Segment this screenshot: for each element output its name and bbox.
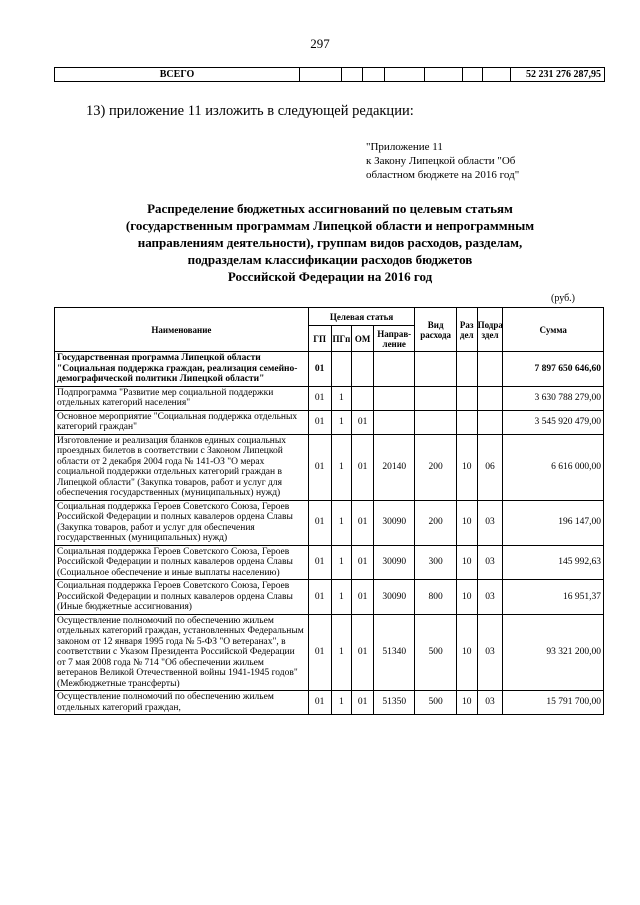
row-subsection: 03 <box>477 614 503 691</box>
row-direction: 30090 <box>374 545 415 580</box>
row-gp: 01 <box>308 410 331 434</box>
row-pgp: 1 <box>331 410 352 434</box>
row-name: Социальная поддержка Героев Советского Союза, Героев Российской Федерации и полных кавалеров ордена Славы (Закупка товаров, работ и услуг для обеспечения государственных (муниципальных) нужд) <box>55 500 309 545</box>
table-row <box>55 386 604 410</box>
row-expense-type <box>415 410 456 434</box>
row-subsection: 03 <box>477 500 503 545</box>
row-subsection <box>477 352 503 387</box>
row-pgp: 1 <box>331 614 352 691</box>
row-direction: 51350 <box>374 691 415 715</box>
page-number: 297 <box>310 36 330 51</box>
row-om: 01 <box>352 500 374 545</box>
row-section: 10 <box>456 434 477 500</box>
row-om: 01 <box>352 434 374 500</box>
table-row <box>55 691 604 715</box>
row-sum: 3 630 788 279,00 <box>503 386 604 410</box>
row-name: Изготовление и реализация бланков единых социальных проездных билетов в соответствии с Законом Липецкой области от 2 декабря 2004 года № 141-ОЗ "О мерах социальной поддержки отдельных категорий граждан в Липецкой области" (Закупка товаров, работ и услуг для обеспечения государственных (муниципальных) нужд) <box>55 434 309 500</box>
row-expense-type: 300 <box>415 545 456 580</box>
row-subsection: 03 <box>477 580 503 615</box>
row-sum: 145 992,63 <box>503 545 604 580</box>
title-line: (государственным программам Липецкой области и непрограммным <box>125 218 535 233</box>
row-subsection: 03 <box>477 691 503 715</box>
header-name: Наименование <box>55 308 309 352</box>
row-section: 10 <box>456 500 477 545</box>
row-gp: 01 <box>308 500 331 545</box>
row-gp: 01 <box>308 434 331 500</box>
row-pgp: 1 <box>331 386 352 410</box>
row-om: 01 <box>352 545 374 580</box>
row-om <box>352 386 374 410</box>
row-gp: 01 <box>308 386 331 410</box>
header-subsection: Подра здел <box>477 308 503 352</box>
total-row-table <box>54 67 605 82</box>
row-expense-type: 800 <box>415 580 456 615</box>
table-row <box>55 614 604 691</box>
row-expense-type: 500 <box>415 614 456 691</box>
currency-unit: (руб.) <box>551 293 575 304</box>
row-om: 01 <box>352 691 374 715</box>
row-gp: 01 <box>308 545 331 580</box>
table-row <box>55 352 604 387</box>
header-direction: Направ-ление <box>374 326 415 352</box>
row-om: 01 <box>352 614 374 691</box>
row-name: Осуществление полномочий по обеспечению жильем отдельных категорий граждан, <box>55 691 309 715</box>
row-om: 01 <box>352 580 374 615</box>
row-om: 01 <box>352 410 374 434</box>
row-section: 10 <box>456 580 477 615</box>
appendix-line: к Закону Липецкой области "Об <box>366 155 516 167</box>
row-name: Социальная поддержка Героев Советского Союза, Героев Российской Федерации и полных кавалеров ордена Славы (Социальное обеспечение и иные выплаты населению) <box>55 545 309 580</box>
row-expense-type <box>415 352 456 387</box>
row-section: 10 <box>456 691 477 715</box>
appendix-line: областном бюджете на 2016 год" <box>366 169 520 181</box>
row-section: 10 <box>456 545 477 580</box>
row-gp: 01 <box>308 614 331 691</box>
header-pgp: ПГп <box>331 326 352 352</box>
header-target-article: Целевая статья <box>308 308 415 326</box>
row-name: Подпрограмма "Развитие мер социальной поддержки отдельных категорий населения" <box>55 386 309 410</box>
row-pgp: 1 <box>331 500 352 545</box>
row-subsection: 03 <box>477 545 503 580</box>
table-row <box>55 500 604 545</box>
title-line: Российской Федерации на 2016 год <box>227 269 433 284</box>
table-row <box>55 580 604 615</box>
row-section <box>456 352 477 387</box>
row-section: 10 <box>456 614 477 691</box>
table-row <box>55 545 604 580</box>
row-direction: 30090 <box>374 580 415 615</box>
header-sum: Сумма <box>503 308 604 352</box>
row-name: Социальная поддержка Героев Советского Союза, Героев Российской Федерации и полных кавалеров ордена Славы (Иные бюджетные ассигнования) <box>55 580 309 615</box>
document-title <box>80 200 580 285</box>
row-sum: 7 897 650 646,60 <box>503 352 604 387</box>
title-line: подразделам классификации расходов бюджетов <box>187 252 473 267</box>
row-pgp: 1 <box>331 545 352 580</box>
row-direction <box>374 352 415 387</box>
row-gp: 01 <box>308 691 331 715</box>
row-expense-type: 200 <box>415 434 456 500</box>
row-sum: 93 321 200,00 <box>503 614 604 691</box>
row-section <box>456 386 477 410</box>
row-section <box>456 410 477 434</box>
row-sum: 3 545 920 479,00 <box>503 410 604 434</box>
intro-text: 13) приложение 11 изложить в следующей редакции: <box>86 103 414 119</box>
row-sum: 15 791 700,00 <box>503 691 604 715</box>
header-om: ОМ <box>352 326 374 352</box>
appendix-line: "Приложение 11 <box>366 141 443 153</box>
row-subsection <box>477 410 503 434</box>
row-expense-type <box>415 386 456 410</box>
row-subsection <box>477 386 503 410</box>
row-gp: 01 <box>308 352 331 387</box>
header-section: Раз дел <box>456 308 477 352</box>
table-row <box>55 434 604 500</box>
row-name: Осуществление полномочий по обеспечению жильем отдельных категорий граждан, установленных Федеральным законом от 12 января 1995 года № 5-ФЗ "О ветеранах", в соответствии с Указом Президента Российской Федерации от 7 мая 2008 года № 714 "Об обеспечении жильем ветеранов Великой Отечественной войны 1941-1945 годов" (Межбюджетные трансферты) <box>55 614 309 691</box>
row-sum: 196 147,00 <box>503 500 604 545</box>
row-direction <box>374 410 415 434</box>
total-label: ВСЕГО <box>55 68 300 82</box>
row-name: Основное мероприятие "Социальная поддержка отдельных категорий граждан" <box>55 410 309 434</box>
row-expense-type: 500 <box>415 691 456 715</box>
row-direction: 20140 <box>374 434 415 500</box>
row-sum: 16 951,37 <box>503 580 604 615</box>
header-gp: ГП <box>308 326 331 352</box>
row-gp: 01 <box>308 580 331 615</box>
row-subsection: 06 <box>477 434 503 500</box>
row-direction: 51340 <box>374 614 415 691</box>
row-direction <box>374 386 415 410</box>
row-pgp <box>331 352 352 387</box>
row-direction: 30090 <box>374 500 415 545</box>
table-row <box>55 410 604 434</box>
row-pgp: 1 <box>331 434 352 500</box>
row-om <box>352 352 374 387</box>
appendix-reference <box>366 140 519 182</box>
row-pgp: 1 <box>331 691 352 715</box>
row-pgp: 1 <box>331 580 352 615</box>
row-name: Государственная программа Липецкой области "Социальная поддержка граждан, реализация семейно-демографической политики Липецкой области" <box>55 352 309 387</box>
budget-table <box>54 307 604 715</box>
title-line: направлениям деятельности), группам видов расходов, разделам, <box>137 235 523 250</box>
header-expense-type: Вид расхода <box>415 308 456 352</box>
total-sum: 52 231 276 287,95 <box>511 68 605 82</box>
row-expense-type: 200 <box>415 500 456 545</box>
title-line: Распределение бюджетных ассигнований по целевым статьям <box>147 201 513 216</box>
row-sum: 6 616 000,00 <box>503 434 604 500</box>
